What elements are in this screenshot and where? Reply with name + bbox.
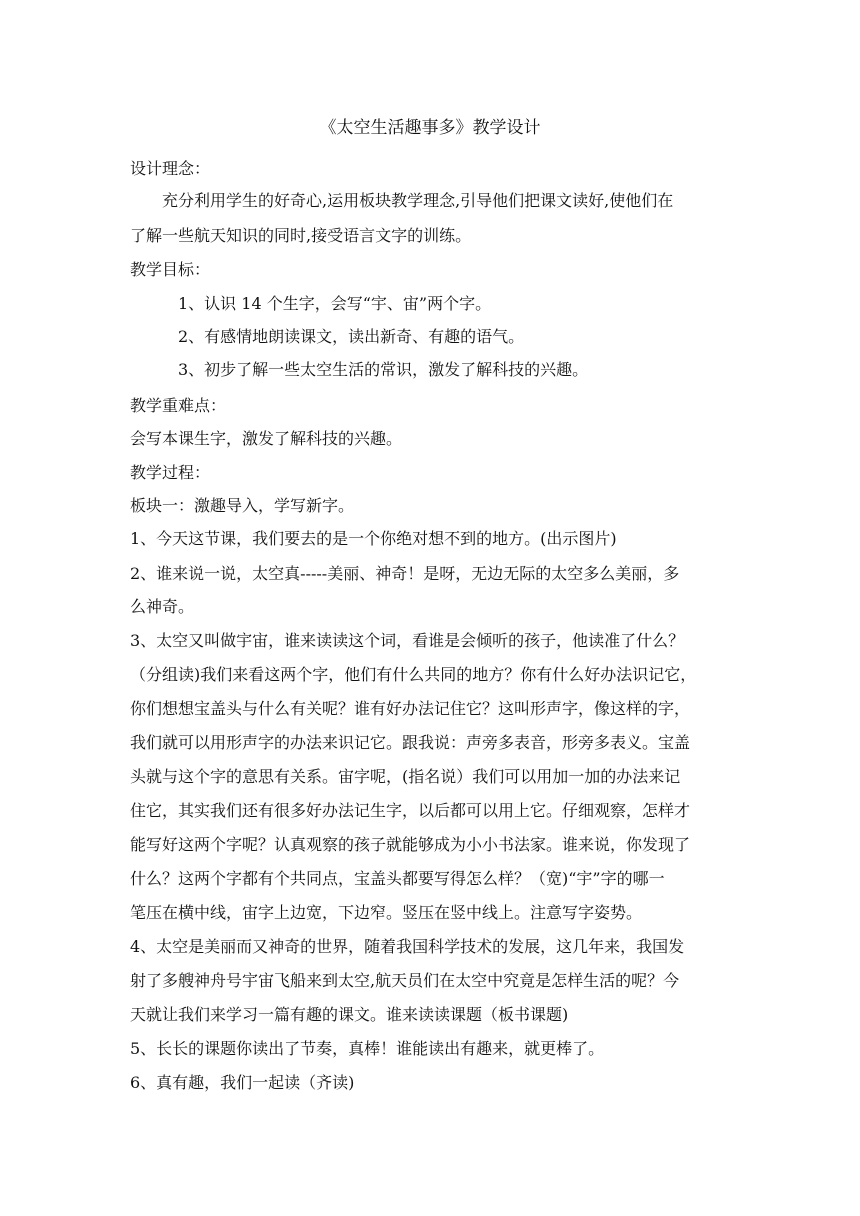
process-line: 4、太空是美丽而又神奇的世界，随着我国科学技术的发展，这几年来，我国发: [130, 937, 685, 956]
design-concept-heading: 设计理念：: [130, 159, 211, 178]
document-title: 《太空生活趣事多》教学设计: [319, 118, 541, 138]
process-line: 5、长长的课题你读出了节奏，真棒！谁能读出有趣来，就更棒了。: [130, 1039, 605, 1058]
design-concept-line: 了解一些航天知识的同时,接受语言文字的训练。: [130, 226, 472, 245]
process-line: （分组读)我们来看这两个字，他们有什么共同的地方？你有什么好办法识记它，: [130, 665, 697, 684]
key-points-text: 会写本课生字，激发了解科技的兴趣。: [130, 429, 403, 448]
process-line: 3、太空又叫做宇宙，谁来读读这个词，看谁是会倾听的孩子，他读准了什么？: [130, 631, 685, 650]
process-line: 6、真有趣，我们一起读（齐读): [130, 1073, 355, 1092]
process-line: 天就让我们来学习一篇有趣的课文。谁来读读课题（板书课题): [130, 1005, 569, 1024]
process-line: 能写好这两个字呢？认真观察的孩子就能够成为小小书法家。谁来说，你发现了: [130, 835, 691, 854]
goal-item: 3、初步了解一些太空生活的常识，激发了解科技的兴趣。: [178, 360, 589, 379]
process-line: 么神奇。: [130, 597, 195, 616]
goal-item: 2、有感情地朗读课文，读出新奇、有趣的语气。: [178, 327, 525, 346]
process-block-title: 板块一：激趣导入，学写新字。: [130, 496, 355, 515]
process-line: 住它，其实我们还有很多好办法记生字，以后都可以用上它。仔细观察，怎样才: [130, 801, 691, 820]
goal-item: 1、认识 14 个生字，会写“宇、宙”两个字。: [178, 294, 492, 313]
process-line: 笔压在横中线，宙字上边宽，下边窄。竖压在竖中线上。注意写字姿势。: [130, 903, 643, 922]
key-points-heading: 教学重难点：: [130, 396, 227, 415]
process-line: 什么？这两个字都有个共同点，宝盖头都要写得怎么样？（宽)“宇”字的哪一: [130, 869, 665, 888]
process-heading: 教学过程：: [130, 463, 211, 482]
process-line: 头就与这个字的意思有关系。宙字呢，(指名说）我们可以用加一加的办法来记: [130, 767, 681, 786]
process-line: 2、谁来说一说，太空真-----美丽、神奇！是呀，无边无际的太空多么美丽，多: [130, 564, 680, 583]
process-line: 你们想想宝盖头与什么有关呢？谁有好办法记住它？这叫形声字，像这样的字，: [130, 699, 691, 718]
process-line: 1、今天这节课，我们要去的是一个你绝对想不到的地方。(出示图片): [130, 529, 617, 548]
process-line: 我们就可以用形声字的办法来识记它。跟我说：声旁多表音，形旁多表义。宝盖: [130, 733, 691, 752]
process-line: 射了多艘神舟号宇宙飞船来到太空,航天员们在太空中究竟是怎样生活的呢？今: [130, 971, 680, 990]
goals-heading: 教学目标：: [130, 260, 211, 279]
design-concept-line: 充分利用学生的好奇心,运用板块教学理念,引导他们把课文读好,使他们在: [162, 191, 674, 210]
